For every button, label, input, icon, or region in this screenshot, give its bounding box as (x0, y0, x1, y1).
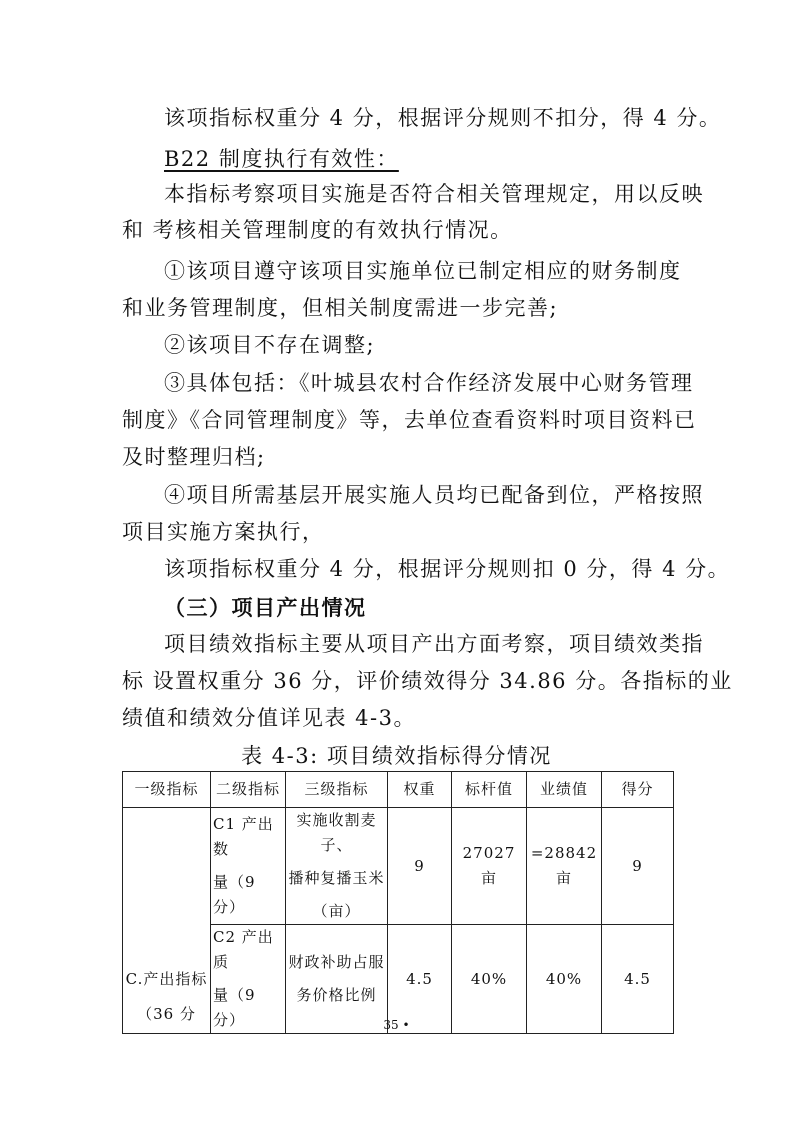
table-caption: 表 4-3: 项目绩效指标得分情况 (241, 744, 552, 768)
benchmark-cell: 27027 亩 (452, 808, 527, 925)
performance-table (122, 771, 674, 1034)
level3-cell (286, 808, 388, 925)
level3-line: 务价格比例 (296, 986, 377, 1004)
level3-line: （亩） (312, 902, 361, 920)
level3-line: 实施收割麦子、 (296, 811, 377, 854)
level1-line: C.产出指标 (125, 970, 208, 988)
weight-cell: 4.5 (388, 925, 452, 1034)
level3-line: 播种复播玉米 (288, 869, 385, 887)
header-cell: 一级指标 (123, 772, 211, 808)
score-cell: 9 (602, 808, 674, 925)
table-row (123, 808, 674, 925)
paragraph-line: 和业务管理制度，但相关制度需进一步完善; (122, 296, 559, 320)
performance-cell: 40% (527, 925, 602, 1034)
header-cell: 业绩值 (527, 772, 602, 808)
level1-line: （36 分 (137, 1005, 196, 1023)
paragraph-line: 制度》《合同管理制度》等，去单位查看资料时项目资料已 (122, 408, 697, 432)
header-cell: 二级指标 (211, 772, 286, 808)
paragraph-line: 绩值和绩效分值详见表 4-3。 (122, 706, 416, 730)
header-cell: 三级指标 (286, 772, 388, 808)
header-cell: 标杆值 (452, 772, 527, 808)
section-title-b22: B22 制度执行有效性： (164, 147, 399, 171)
paragraph-line: 项目绩效指标主要从项目产出方面考察，项目绩效类指 (164, 632, 704, 656)
page-number: 35 • (383, 1018, 410, 1032)
paragraph-line: ①该项目遵守该项目实施单位已制定相应的财务制度 (164, 259, 682, 283)
header-cell: 得分 (602, 772, 674, 808)
paragraph-line: ②该项目不存在调整; (164, 333, 376, 357)
section-heading: （三）项目产出情况 (164, 595, 367, 620)
level2-line: C2 产出质 (213, 928, 274, 971)
paragraph-score-b22: 该项指标权重分 4 分，根据评分规则扣 0 分，得 4 分。 (164, 557, 731, 581)
table-header-row (123, 772, 674, 808)
score-cell: 4.5 (602, 925, 674, 1034)
paragraph-score-b21: 该项指标权重分 4 分，根据评分规则不扣分，得 4 分。 (164, 106, 722, 130)
benchmark-cell: 40% (452, 925, 527, 1034)
paragraph-line: ③具体包括：《叶城县农村合作经济发展中心财务管理 (164, 371, 694, 395)
performance-cell: =28842 亩 (527, 808, 602, 925)
level2-line: 量（9 分） (213, 873, 256, 916)
level1-cell (123, 808, 211, 1034)
level2-line: C1 产出数 (213, 815, 274, 858)
paragraph-line: 及时整理归档; (122, 445, 266, 469)
paragraph-line: ④项目所需基层开展实施人员均已配备到位，严格按照 (164, 483, 704, 507)
level2-cell (211, 808, 286, 925)
paragraph-line: 本指标考察项目实施是否符合相关管理规定，用以反映 (164, 182, 704, 206)
level3-line: 财政补助占服 (288, 953, 385, 971)
paragraph-line: 和 考核相关管理制度的有效执行情况。 (122, 218, 513, 242)
weight-cell: 9 (388, 808, 452, 925)
paragraph-line: 项目实施方案执行， (122, 520, 325, 544)
level2-line: 量（9 分） (213, 986, 256, 1029)
paragraph-line: 标 设置权重分 36 分，评价绩效得分 34.86 分。各指标的业 (122, 669, 733, 693)
header-cell: 权重 (388, 772, 452, 808)
